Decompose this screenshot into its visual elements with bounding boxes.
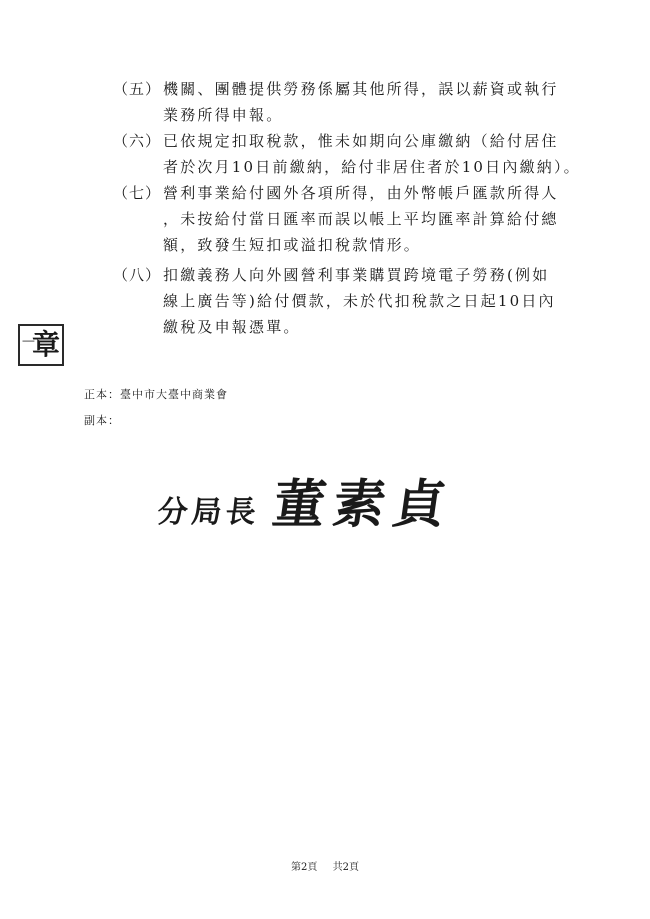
- list-item: [113, 128, 583, 180]
- item-text: 機關、團體提供勞務係屬其他所得，誤以薪資或執行: [163, 80, 559, 98]
- seam-seal-stamp: [18, 324, 64, 366]
- page-current: 第2頁: [291, 862, 318, 873]
- list-item: [113, 76, 583, 128]
- seal-edge-mark: │: [22, 338, 33, 345]
- signature-name: 董素貞: [269, 474, 458, 535]
- item-text: 已依規定扣取稅款，惟未如期向公庫繳納（給付居住: [163, 132, 559, 150]
- list-item: [113, 180, 583, 258]
- page-number: [0, 858, 650, 873]
- signature-block: [155, 462, 458, 537]
- page-total: 共2頁: [332, 862, 359, 873]
- item-text: 業務所得申報。: [163, 106, 284, 124]
- signature-title: 分局長: [155, 495, 262, 530]
- item-number: （八）: [113, 266, 162, 284]
- item-text: 扣繳義務人向外國營利事業購買跨境電子勞務(例如: [163, 266, 550, 284]
- item-number: （七）: [113, 184, 162, 202]
- item-number: （五）: [113, 80, 162, 98]
- item-number: （六）: [113, 132, 162, 150]
- item-text: 線上廣告等)給付價款，未於代扣稅款之日起10日內: [163, 292, 556, 310]
- item-text: 額，致發生短扣或溢扣稅款情形。: [163, 236, 422, 254]
- item-text: 營利事業給付國外各項所得，由外幣帳戶匯款所得人: [163, 184, 559, 202]
- item-text: ，未按給付當日匯率而誤以帳上平均匯率計算給付總: [163, 210, 559, 228]
- cc-main-recipient: 正本：臺中市大臺中商業會: [84, 388, 228, 401]
- item-text: 繳稅及申報憑單。: [163, 318, 301, 336]
- item-text: 者於次月10日前繳納，給付非居住者於10日內繳納）。: [163, 158, 581, 176]
- cc-copy-recipient: 副本：: [84, 414, 120, 427]
- seal-character: 章: [32, 328, 61, 361]
- list-item: [113, 262, 583, 340]
